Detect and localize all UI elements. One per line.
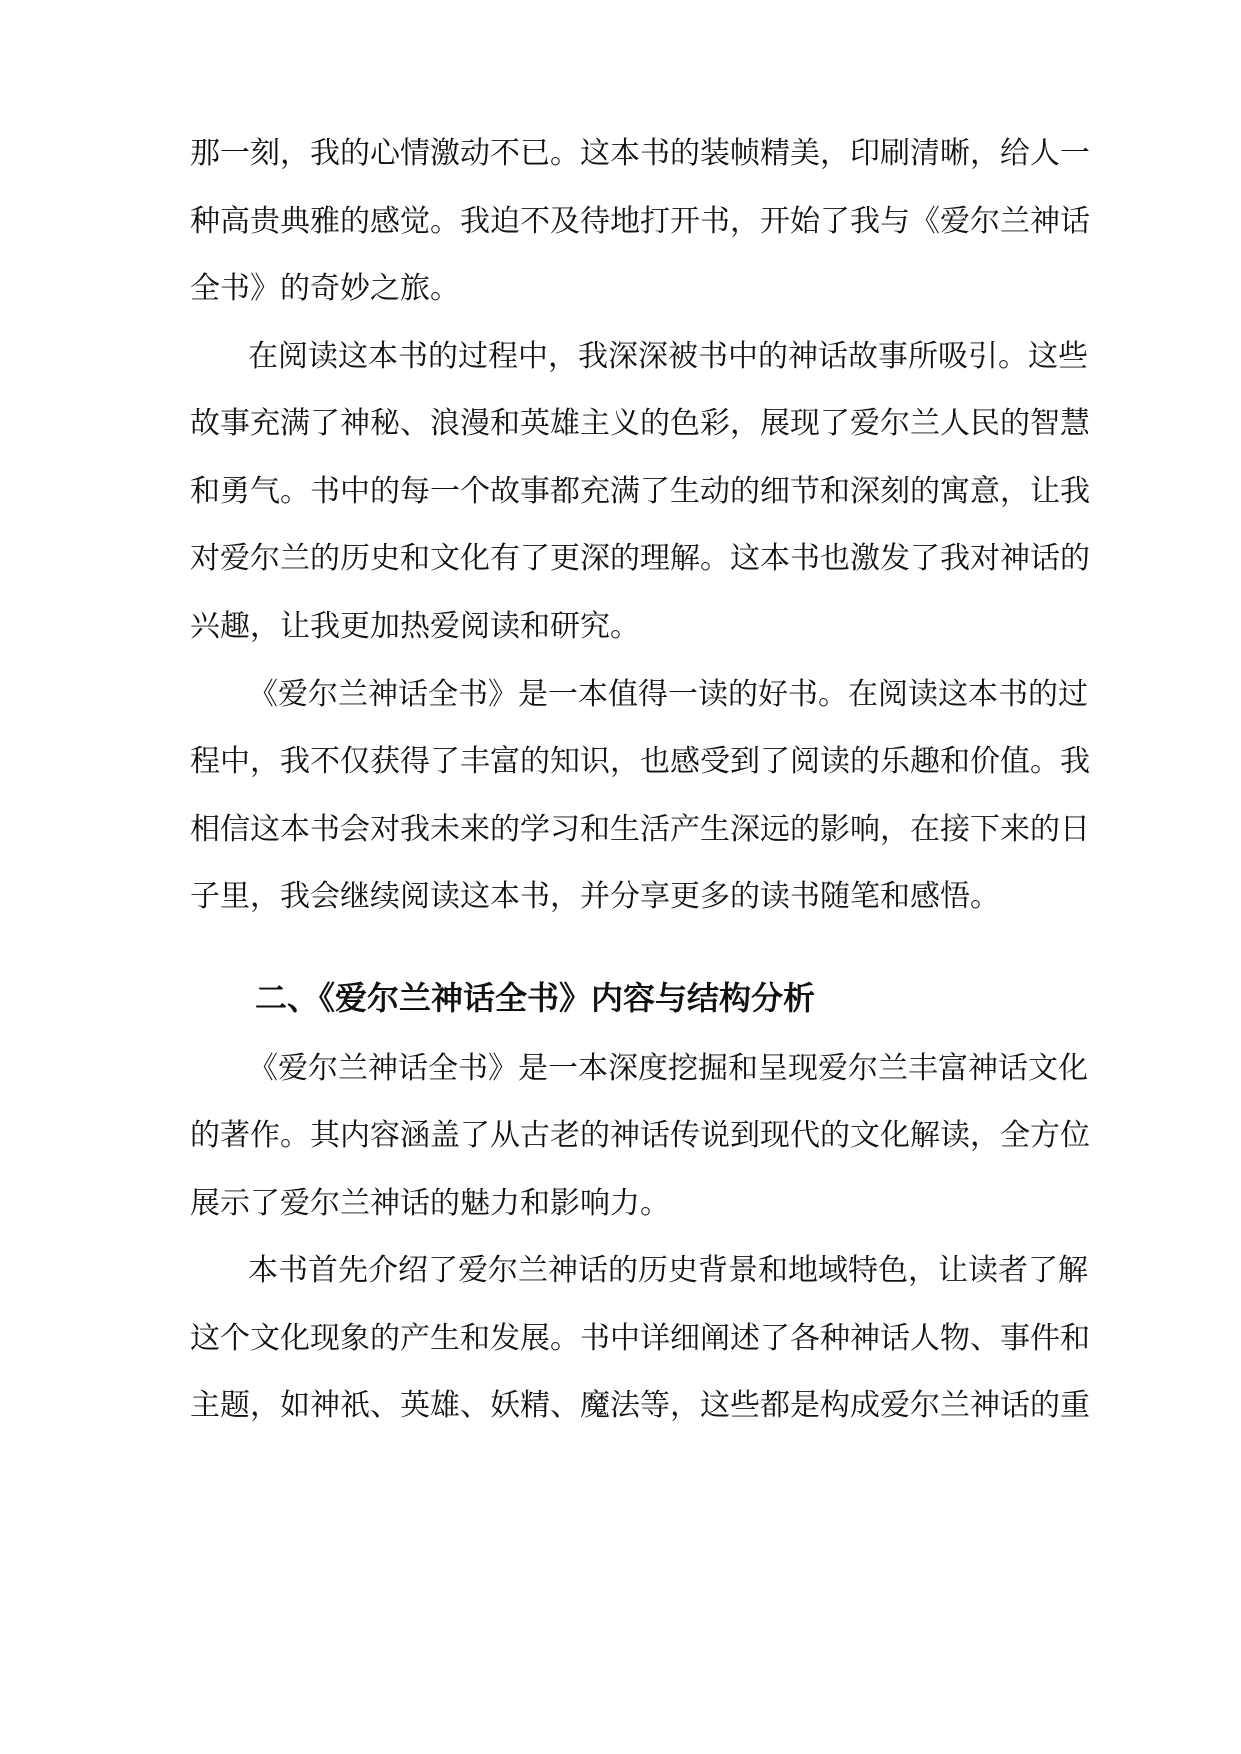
paragraph-2-line-3: 和勇气。书中的每一个故事都充满了生动的细节和深刻的寓意，让我 xyxy=(190,474,1090,509)
paragraph-3-line-2: 程中，我不仅获得了丰富的知识，也感受到了阅读的乐趣和价值。我 xyxy=(190,744,1090,779)
paragraph-1-line-3: 全书》的奇妙之旅。 xyxy=(190,271,460,306)
paragraph-3-line-3: 相信这本书会对我未来的学习和生活产生深远的影响，在接下来的日 xyxy=(190,812,1090,847)
paragraph-2-line-4: 对爱尔兰的历史和文化有了更深的理解。这本书也激发了我对神话的 xyxy=(190,541,1090,576)
section-paragraph-1-line-3: 展示了爱尔兰神话的魅力和影响力。 xyxy=(190,1186,670,1221)
paragraph-2-line-1: 在阅读这本书的过程中，我深深被书中的神话故事所吸引。这些 xyxy=(248,339,1088,374)
section-paragraph-2-line-2: 这个文化现象的产生和发展。书中详细阐述了各种神话人物、事件和 xyxy=(190,1321,1090,1356)
section-heading: 二、《爱尔兰神话全书》内容与结构分析 xyxy=(255,979,816,1017)
paragraph-2-line-5: 兴趣，让我更加热爱阅读和研究。 xyxy=(190,609,640,644)
section-paragraph-2-line-3: 主题，如神祇、英雄、妖精、魔法等，这些都是构成爱尔兰神话的重 xyxy=(190,1388,1090,1423)
section-paragraph-2-line-1: 本书首先介绍了爱尔兰神话的历史背景和地域特色，让读者了解 xyxy=(248,1253,1088,1288)
paragraph-2-line-2: 故事充满了神秘、浪漫和英雄主义的色彩，展现了爱尔兰人民的智慧 xyxy=(190,406,1090,441)
paragraph-3-line-1: 《爱尔兰神话全书》是一本值得一读的好书。在阅读这本书的过 xyxy=(248,677,1088,712)
section-paragraph-1-line-1: 《爱尔兰神话全书》是一本深度挖掘和呈现爱尔兰丰富神话文化 xyxy=(248,1051,1088,1086)
paragraph-1-line-1: 那一刻，我的心情激动不已。这本书的装帧精美，印刷清晰，给人一 xyxy=(190,136,1090,171)
paragraph-3-line-4: 子里，我会继续阅读这本书，并分享更多的读书随笔和感悟。 xyxy=(190,879,1000,914)
paragraph-1-line-2: 种高贵典雅的感觉。我迫不及待地打开书，开始了我与《爱尔兰神话 xyxy=(190,204,1090,239)
section-paragraph-1-line-2: 的著作。其内容涵盖了从古老的神话传说到现代的文化解读，全方位 xyxy=(190,1118,1090,1153)
